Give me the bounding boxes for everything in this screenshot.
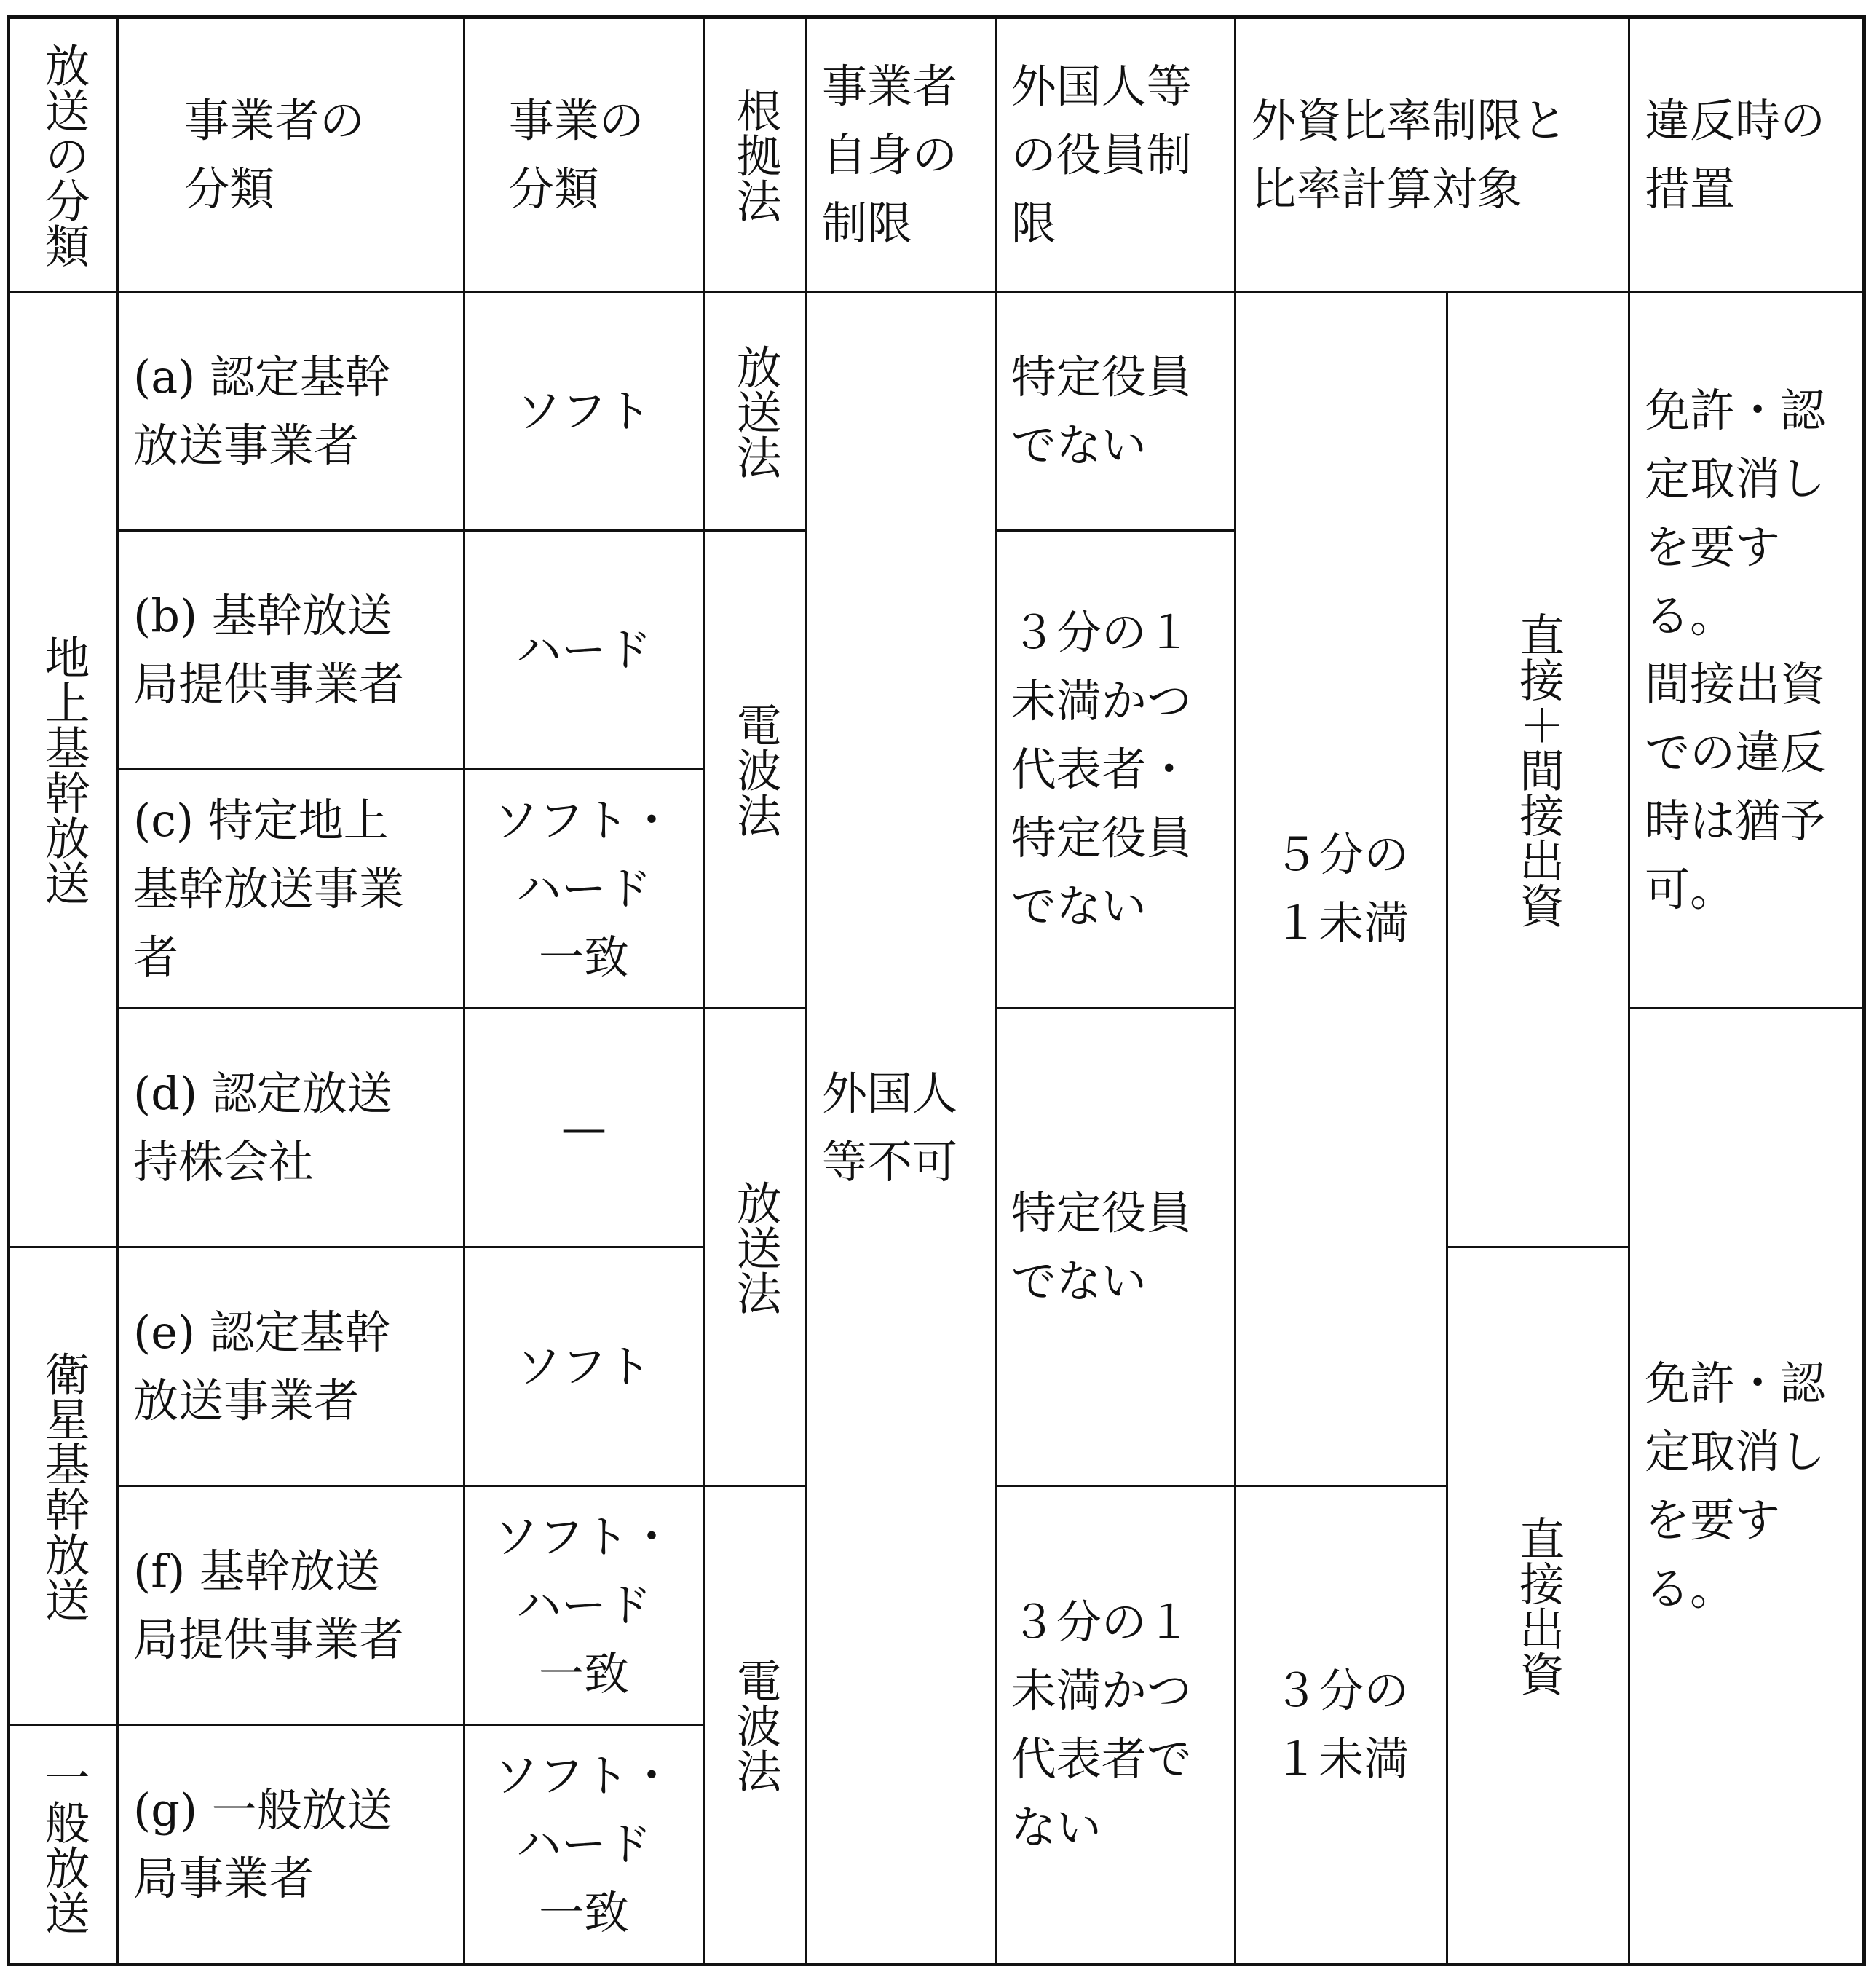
business-cell: ソフト (464, 1247, 704, 1486)
operator-cell: (f) 基幹放送 局提供事業者 (118, 1486, 464, 1725)
header-penalty: 違反時の 措置 (1629, 17, 1865, 292)
penalty-cell: 免許・認 定取消し を要する。 (1629, 1009, 1865, 1965)
penalty-cell: 免許・認 定取消し を要する。 間接出資 での違反 時は猶予 可。 (1629, 292, 1865, 1009)
officer-cell: 特定役員 でない (995, 292, 1236, 531)
header-officer-restriction: 外国人等 の役員制 限 (995, 17, 1236, 292)
foreign-capital-regulation-table (7, 15, 1866, 1966)
officer-cell: ３分の１ 未満かつ 代表者で ない (995, 1486, 1236, 1965)
group-terrestrial: 地上基幹放送 (9, 292, 118, 1247)
law-cell: 電波法 (704, 531, 807, 1009)
ratio-cell: ３分の １未満 (1236, 1486, 1447, 1965)
law-cell: 電波法 (704, 1486, 807, 1965)
business-cell: ソフト・ ハード 一致 (464, 1486, 704, 1725)
header-row (9, 17, 1865, 292)
header-law: 根拠法 (704, 17, 807, 292)
ratio-cell: ５分の １未満 (1236, 292, 1447, 1486)
business-cell: ソフト・ ハード 一致 (464, 1725, 704, 1965)
business-cell: — (464, 1009, 704, 1247)
operator-cell: (a) 認定基幹 放送事業者 (118, 292, 464, 531)
group-general: 一般放送 (9, 1725, 118, 1965)
table-row (9, 292, 1865, 531)
business-cell: ソフト・ ハード 一致 (464, 770, 704, 1009)
operator-cell: (d) 認定放送 持株会社 (118, 1009, 464, 1247)
header-operator-class: 事業者の 分類 (118, 17, 464, 292)
header-ratio-restriction: 外資比率制限と 比率計算対象 (1236, 17, 1629, 292)
officer-cell: 特定役員 でない (995, 1009, 1236, 1486)
header-self-restriction: 事業者 自身の 制限 (806, 17, 995, 292)
self-restriction-cell: 外国人 等不可 (806, 292, 995, 1965)
law-cell: 放送法 (704, 1009, 807, 1486)
officer-cell: ３分の１ 未満かつ 代表者・ 特定役員 でない (995, 531, 1236, 1009)
business-cell: ハード (464, 531, 704, 770)
operator-cell: (e) 認定基幹 放送事業者 (118, 1247, 464, 1486)
operator-cell: (b) 基幹放送 局提供事業者 (118, 531, 464, 770)
operator-cell: (g) 一般放送 局事業者 (118, 1725, 464, 1965)
header-business-class: 事業の 分類 (464, 17, 704, 292)
basis-cell: 直接＋間接出資 (1447, 292, 1629, 1247)
basis-cell: 直接出資 (1447, 1247, 1629, 1965)
business-cell: ソフト (464, 292, 704, 531)
operator-cell: (c) 特定地上 基幹放送事業 者 (118, 770, 464, 1009)
header-broadcast-class: 放送の分類 (9, 17, 118, 292)
group-satellite: 衛星基幹放送 (9, 1247, 118, 1725)
law-cell: 放送法 (704, 292, 807, 531)
